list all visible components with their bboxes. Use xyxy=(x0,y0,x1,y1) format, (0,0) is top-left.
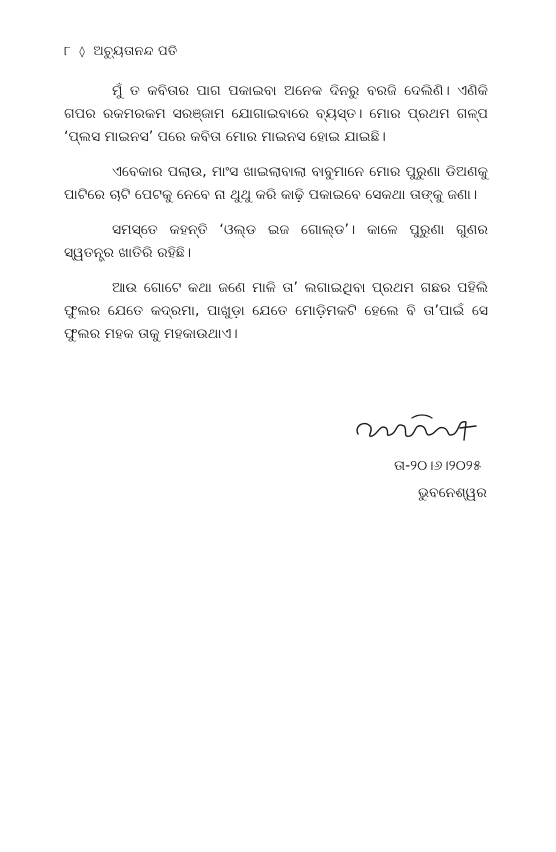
page-number: ୮ xyxy=(64,44,71,59)
signing-place: ଭୁବନେଶ୍ୱର xyxy=(418,485,487,501)
paragraph: ମୁଁ ତ କବିତାର ପାଗ ପକାଇବା ଅନେକ ଦିନରୁ ବରଜି ଦେଲିଣି। ଏଣିକି ଗପର ରକମରକମ ସରଞ୍ଜାମ ଯୋଗାଇବାରେ ବ୍ୟସ୍ତ। ମୋର ପ୍ରଥମ ଗଳ୍ପ ‘ପ୍ଲସ ମାଇନସ’ ପରେ କବିତା ମୋର ମାଇନସ ହୋଇ ଯାଇଛି। xyxy=(64,83,488,145)
header-separator: ◊ xyxy=(79,45,85,58)
author-name: ଅଚ୍ୟୁତାନନ୍ଦ ପତି xyxy=(93,44,178,59)
page-header xyxy=(64,44,177,59)
paragraph: ସମସ୍ତେ କହନ୍ତି ‘ଓଲ୍ଡ ଇଜ ଗୋଲ୍ଡ’। କାଳେ ପୁରୁଣା ଗୁଣର ସ୍ୱତନ୍ତ୍ର ଖାତିରି ରହିଛି। xyxy=(64,222,488,261)
signature-icon xyxy=(352,408,492,448)
signing-date: ତା-୨୦।୬।୨୦୨୫ xyxy=(394,458,482,474)
paragraph: ଆଉ ଗୋଟେ କଥା ଜଣେ ମାଳି ତା’ ଲଗାଇଥିବା ପ୍ରଥମ ଗଛର ପହିଲି ଫୁଲର ଯେତେ କଦ୍ରମା, ପାଖୁଡ଼ା ଯେତେ ମୋଡ଼ିମକଟି ହେଲେ ବି ତା’ପାଇଁ ସେ ଫୁଲର ମହକ ତାକୁ ମହକାଉଥାଏ। xyxy=(64,280,488,342)
preface-text xyxy=(64,80,488,358)
paragraph: ଏବେକାର ପଲାଉ, ମାଂସ ଖାଇଲାବାଲା ବାବୁମାନେ ମୋର ପୁରୁଣା ଡିଅଣକୁ ପାଟିରେ ଚାଟି ପେଟକୁ ନେବେ ନା ଥୁଥୁ କରି କାଢ଼ି ପକାଇବେ ସେକଥା ତାଙ୍କୁ ଜଣା। xyxy=(64,164,488,203)
